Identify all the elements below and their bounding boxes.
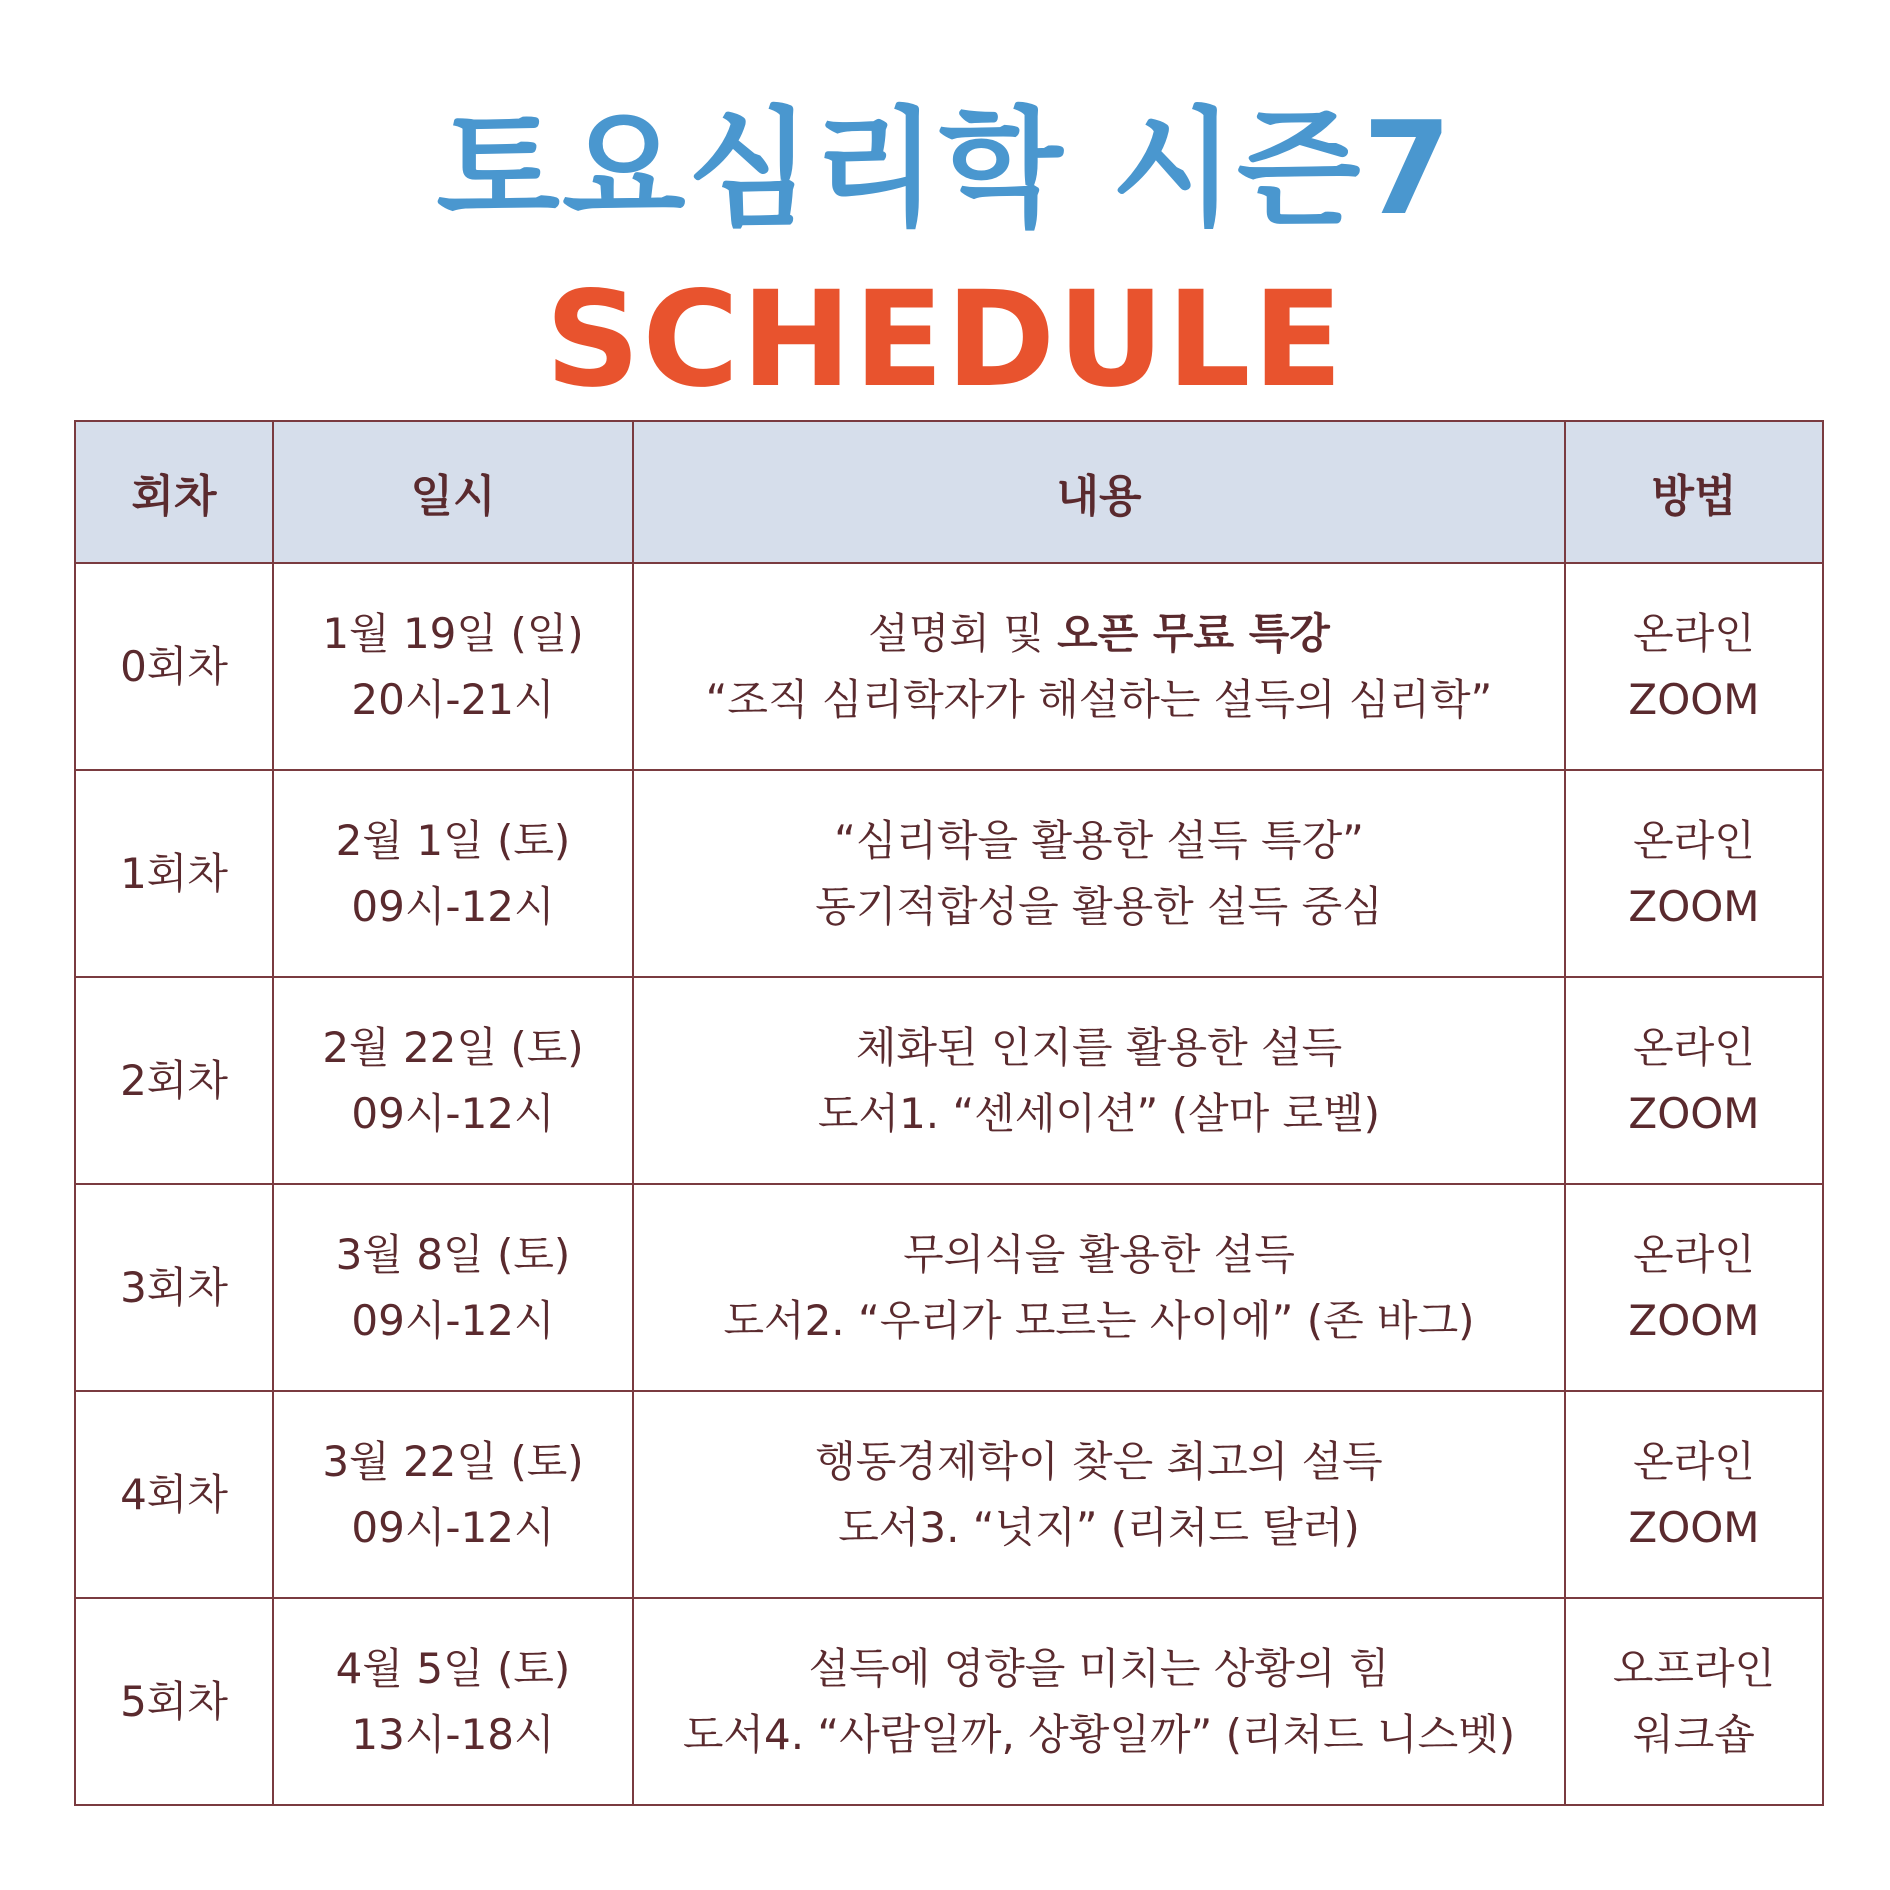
content-line2: 도서1. “센세이션” (살마 로벨) — [817, 1088, 1381, 1138]
datetime-cell — [273, 977, 633, 1184]
method-line1: 온라인 — [1633, 815, 1755, 865]
column-header-content: 내용 — [633, 421, 1565, 563]
content-line2: 도서4. “사람일까, 상황일까” (리처드 니스벳) — [682, 1709, 1516, 1759]
table-header-row — [75, 421, 1823, 563]
session-cell: 5회차 — [75, 1598, 273, 1805]
table-row — [75, 1598, 1823, 1805]
method-line2: ZOOM — [1628, 881, 1760, 931]
method-line2: ZOOM — [1628, 1088, 1760, 1138]
content-line2: 동기적합성을 활용한 설득 중심 — [815, 881, 1383, 931]
date-text: 3월 22일 (토) — [322, 1436, 584, 1486]
session-cell: 2회차 — [75, 977, 273, 1184]
content-cell — [633, 1184, 1565, 1391]
schedule-table — [74, 420, 1824, 1806]
time-text: 13시-18시 — [351, 1709, 555, 1759]
content-line2: 도서3. “넛지” (리처드 탈러) — [838, 1502, 1360, 1552]
table-row — [75, 1184, 1823, 1391]
session-cell: 1회차 — [75, 770, 273, 977]
datetime-cell — [273, 1391, 633, 1598]
page-title: 토요심리학 시즌7 — [436, 95, 1454, 244]
method-line1: 온라인 — [1633, 1022, 1755, 1072]
table-row — [75, 1391, 1823, 1598]
column-header-session: 회차 — [75, 421, 273, 563]
session-cell: 3회차 — [75, 1184, 273, 1391]
session-cell: 0회차 — [75, 563, 273, 770]
session-cell: 4회차 — [75, 1391, 273, 1598]
datetime-cell — [273, 563, 633, 770]
content-line1: 무의식을 활용한 설득 — [903, 1229, 1295, 1279]
content-line1: “심리학을 활용한 설득 특강” — [834, 815, 1364, 865]
method-cell — [1565, 1184, 1823, 1391]
content-line2: 도서2. “우리가 모르는 사이에” (존 바그) — [723, 1295, 1475, 1345]
datetime-cell — [273, 1598, 633, 1805]
content-line1-text: 설명회 및 — [868, 608, 1058, 658]
time-text: 09시-12시 — [351, 1088, 555, 1138]
content-line1: 설득에 영향을 미치는 상황의 힘 — [808, 1643, 1390, 1693]
datetime-cell — [273, 1184, 633, 1391]
date-text: 1월 19일 (일) — [322, 608, 584, 658]
method-line2: ZOOM — [1628, 674, 1760, 724]
method-line2: 워크숍 — [1633, 1709, 1755, 1759]
content-cell — [633, 977, 1565, 1184]
column-header-date: 일시 — [273, 421, 633, 563]
page-subtitle: SCHEDULE — [545, 263, 1345, 417]
method-cell — [1565, 1598, 1823, 1805]
date-text: 4월 5일 (토) — [335, 1643, 571, 1693]
table-row — [75, 977, 1823, 1184]
content-line2: “조직 심리학자가 해설하는 설득의 심리학” — [705, 674, 1493, 724]
method-cell — [1565, 1391, 1823, 1598]
time-text: 09시-12시 — [351, 881, 555, 931]
method-line1: 온라인 — [1633, 1436, 1755, 1486]
method-line2: ZOOM — [1628, 1295, 1760, 1345]
content-line1: 행동경제학이 찾은 최고의 설득 — [815, 1436, 1383, 1486]
method-line1: 오프라인 — [1612, 1643, 1776, 1693]
datetime-cell — [273, 770, 633, 977]
column-header-method: 방법 — [1565, 421, 1823, 563]
method-cell — [1565, 977, 1823, 1184]
time-text: 09시-12시 — [351, 1502, 555, 1552]
content-cell — [633, 1598, 1565, 1805]
time-text: 09시-12시 — [351, 1295, 555, 1345]
content-line1 — [634, 601, 1564, 667]
method-line1: 온라인 — [1633, 1229, 1755, 1279]
date-text: 3월 8일 (토) — [335, 1229, 571, 1279]
time-text: 20시-21시 — [351, 674, 555, 724]
content-line1: 체화된 인지를 활용한 설득 — [855, 1022, 1343, 1072]
method-line1: 온라인 — [1633, 608, 1755, 658]
content-highlight: 오픈 무료 특강 — [1057, 608, 1330, 658]
method-cell — [1565, 770, 1823, 977]
date-text: 2월 22일 (토) — [322, 1022, 584, 1072]
content-cell — [633, 563, 1565, 770]
content-cell — [633, 770, 1565, 977]
table-row — [75, 563, 1823, 770]
table-row — [75, 770, 1823, 977]
method-line2: ZOOM — [1628, 1502, 1760, 1552]
method-cell — [1565, 563, 1823, 770]
date-text: 2월 1일 (토) — [335, 815, 571, 865]
content-cell — [633, 1391, 1565, 1598]
